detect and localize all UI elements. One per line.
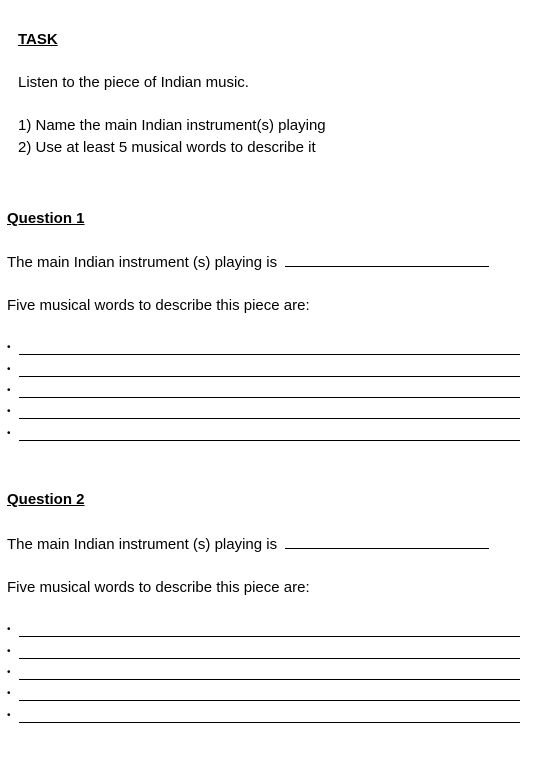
question-2-instrument-prompt: The main Indian instrument (s) playing is (7, 536, 278, 553)
bullet-icon: • (7, 364, 11, 375)
answer-line[interactable] (19, 376, 520, 377)
task-step-1: 1) Name the main Indian instrument(s) playing (18, 117, 326, 134)
answer-line[interactable] (19, 397, 520, 398)
answer-line[interactable] (19, 700, 520, 701)
bullet-icon: • (7, 385, 11, 396)
answer-line[interactable] (19, 418, 520, 419)
question-1-answer-row[interactable] (7, 425, 520, 443)
question-1-instrument-row (7, 254, 489, 271)
question-1-heading: Question 1 (7, 210, 85, 227)
question-1-answer-row[interactable] (7, 339, 520, 357)
answer-line[interactable] (19, 658, 520, 659)
question-2-instrument-row (7, 536, 489, 553)
bullet-icon: • (7, 646, 11, 657)
question-2-answer-row[interactable] (7, 643, 520, 661)
question-2-answer-row[interactable] (7, 621, 520, 639)
bullet-icon: • (7, 710, 11, 721)
task-intro: Listen to the piece of Indian music. (18, 74, 249, 91)
answer-line[interactable] (19, 679, 520, 680)
question-1-instrument-prompt: The main Indian instrument (s) playing is (7, 254, 278, 271)
answer-line[interactable] (19, 440, 520, 441)
answer-line[interactable] (19, 636, 520, 637)
question-1-words-prompt: Five musical words to describe this piece are: (7, 297, 310, 314)
question-2-answer-row[interactable] (7, 707, 520, 725)
bullet-icon: • (7, 342, 11, 353)
task-heading: TASK (18, 31, 58, 48)
bullet-icon: • (7, 667, 11, 678)
task-step-2: 2) Use at least 5 musical words to describe it (18, 139, 316, 156)
question-1-answer-row[interactable] (7, 382, 520, 400)
question-2-heading: Question 2 (7, 491, 85, 508)
question-1-answer-row[interactable] (7, 361, 520, 379)
answer-line[interactable] (19, 354, 520, 355)
bullet-icon: • (7, 688, 11, 699)
question-2-instrument-answer-line[interactable] (285, 547, 489, 549)
question-1-answer-row[interactable] (7, 403, 520, 421)
question-2-words-prompt: Five musical words to describe this piece are: (7, 579, 310, 596)
question-2-answer-row[interactable] (7, 664, 520, 682)
bullet-icon: • (7, 406, 11, 417)
question-2-answer-row[interactable] (7, 685, 520, 703)
bullet-icon: • (7, 624, 11, 635)
question-1-instrument-answer-line[interactable] (285, 265, 489, 267)
answer-line[interactable] (19, 722, 520, 723)
bullet-icon: • (7, 428, 11, 439)
